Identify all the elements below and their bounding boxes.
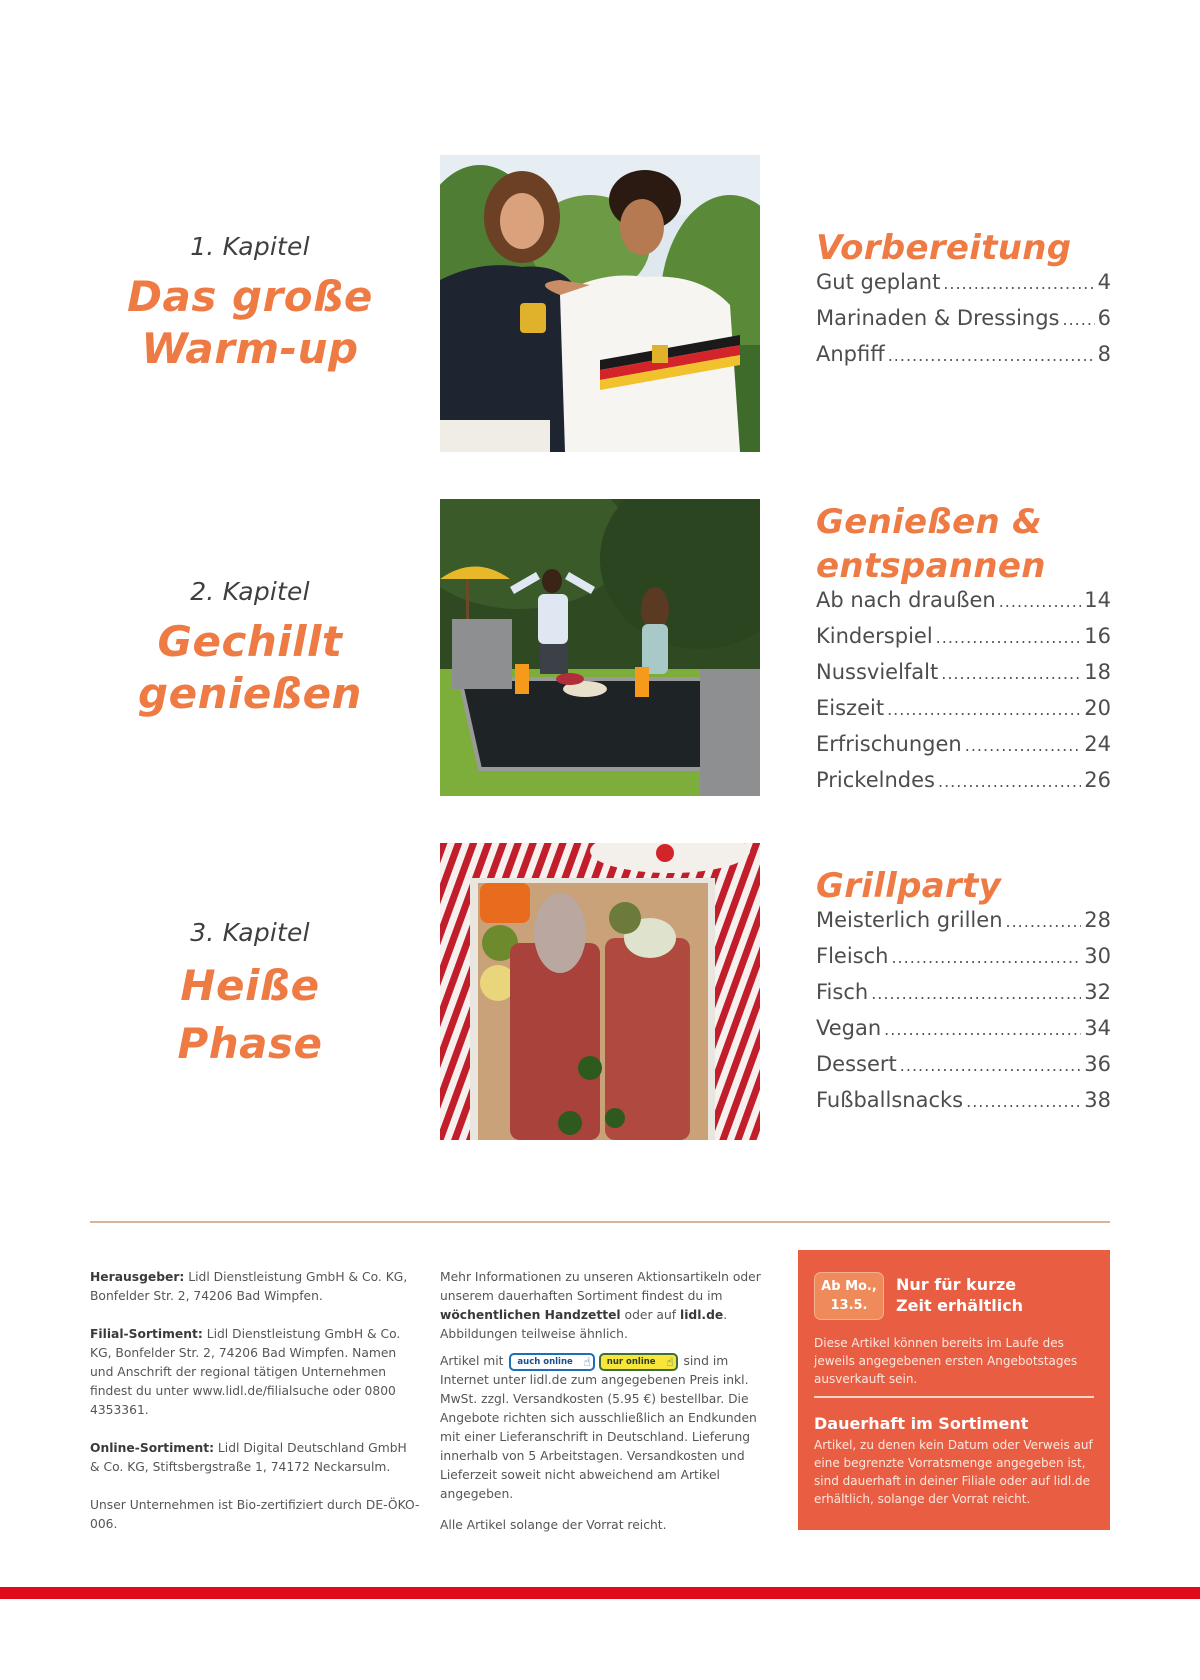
chapter-2-label [100,577,400,720]
leader-dots [871,984,1081,1003]
chapter-3-photo [440,843,760,1140]
toc-entry[interactable] [816,342,1111,378]
pointer-hand-icon: ☝ [583,1354,591,1369]
toc-entry-page: 8 [1097,342,1111,366]
toc-entry[interactable] [816,660,1111,696]
online-label: Online-Sortiment: [90,1441,215,1455]
toc-entry[interactable] [816,944,1111,980]
toc-entry-page: 14 [1084,588,1111,612]
text: Artikel mit [440,1354,508,1368]
chapter-number: 1. Kapitel [190,232,310,261]
text: oder auf [620,1308,680,1322]
toc-entry-title: Vegan [816,1016,882,1040]
toc-entry[interactable] [816,1016,1111,1052]
toc-section-1 [816,226,1111,378]
permanent-assortment-text: Artikel, zu denen kein Datum oder Verweis auf eine begrenzte Vorratsmenge angegeben ist, sind dauerhaft in deiner Filiale oder auf lidl.de erhältlich, solange der Vorrat reicht. [814,1438,1093,1506]
online-assortment-info [90,1439,420,1477]
chapter-title-line: Warm-up [141,324,359,373]
toc-entry-page: 32 [1084,980,1111,1004]
section-heading: Vorbereitung [816,228,1072,268]
toc-entry[interactable] [816,980,1111,1016]
text: . Abbildungen teilweise ähnlich. [440,1308,728,1341]
chapter-title-line: genießen [138,669,362,718]
publisher-info [90,1268,420,1306]
toc-entry-page: 18 [1084,660,1111,684]
chapter-title [100,271,400,375]
leader-dots [999,592,1082,611]
toc-entry[interactable] [816,270,1111,306]
toc-entry[interactable] [816,624,1111,660]
toc-entry-title: Dessert [816,1052,897,1076]
date-badge [814,1272,884,1320]
online-order-text [440,1352,770,1504]
store-text: Lidl Dienstleistung GmbH & Co. KG, Bonfelder Str. 2, 74206 Bad Wimpfen. Namen und Anschrift der regional tätigen Unternehmen findest du unter www.lidl.de/filialsuche oder 0800 4353361. [90,1327,401,1417]
chapter-title [100,957,400,1073]
leader-dots [966,1092,1081,1111]
leader-dots [887,700,1081,719]
chapter-number: 3. Kapitel [190,918,310,947]
leader-dots [941,664,1081,683]
toc-entry-title: Fisch [816,980,869,1004]
toc-entry-title: Nussvielfalt [816,660,939,684]
bottom-brand-line [0,1587,1200,1599]
toc-entry-page: 4 [1097,270,1111,294]
leader-dots [900,1056,1082,1075]
toc-section-2 [816,500,1111,804]
toc-entry-title: Eiszeit [816,696,885,720]
toc-entry-page: 30 [1084,944,1111,968]
toc-entry-title: Ab nach draußen [816,588,996,612]
toc-entry-title: Marinaden & Dressings [816,306,1060,330]
toc-entry-title: Gut geplant [816,270,941,294]
badge-label: nur online [606,1356,656,1367]
limited-time-text: Diese Artikel können bereits im Laufe des jeweils angegebenen ersten Angebotstages ausverkauft sein. [814,1336,1078,1386]
leader-dots [888,346,1095,365]
chapter-title-line: Das große [127,272,373,321]
footer-divider [90,1221,1110,1223]
stock-notice: Alle Artikel solange der Vorrat reicht. [440,1518,667,1532]
leader-dots [1062,310,1094,329]
toc-entry-title: Erfrischungen [816,732,962,756]
toc-entry-page: 26 [1084,768,1111,792]
toc-entry-title: Fußballsnacks [816,1088,964,1112]
chapter-number: 2. Kapitel [190,577,310,606]
bio-certification: Unser Unternehmen ist Bio-zertifiziert durch DE-ÖKO-006. [90,1498,420,1531]
toc-section-3 [816,864,1111,1124]
section-heading-line: entspannen [816,546,1046,586]
toc-entry-title: Meisterlich grillen [816,908,1003,932]
toc-entry-page: 6 [1097,306,1111,330]
leader-dots [891,948,1081,967]
chapter-1-label [100,232,400,375]
section-heading: Grillparty [816,866,1002,906]
chapter-title-line: Gechillt [157,617,343,666]
nur-online-badge [599,1353,678,1371]
toc-entry-page: 28 [1084,908,1111,932]
toc-entry[interactable] [816,768,1111,804]
toc-entry-page: 24 [1084,732,1111,756]
chapter-2-photo [440,499,760,796]
toc-entry-page: 16 [1084,624,1111,648]
toc-entry[interactable] [816,306,1111,342]
info-column [440,1268,770,1543]
availability-info-box [798,1250,1110,1530]
date-badge-line: 13.5. [830,1298,868,1313]
section-heading-line: Genießen & [816,502,1043,542]
chapter-1-photo [440,155,760,452]
store-assortment-info [90,1325,420,1420]
toc-entry-page: 34 [1084,1016,1111,1040]
toc-entry[interactable] [816,908,1111,944]
online-text: Lidl Digital Deutschland GmbH & Co. KG, Stiftsbergstraße 1, 74172 Neckarsulm. [90,1441,407,1474]
pointer-hand-icon: ☝ [666,1354,674,1369]
publisher-label: Herausgeber: [90,1270,185,1284]
box-divider [814,1396,1094,1398]
weekly-flyer-link[interactable]: wöchentlichen Handzettel [440,1308,621,1322]
chapter-3-label [100,918,400,1073]
auch-online-badge [509,1353,594,1371]
toc-entry[interactable] [816,696,1111,732]
toc-entry-title: Anpfiff [816,342,885,366]
more-info-text [440,1268,770,1344]
leader-dots [965,736,1082,755]
permanent-assortment-title: Dauerhaft im Sortiment [814,1414,1029,1433]
leader-dots [884,1020,1081,1039]
toc-entry[interactable] [816,1052,1111,1088]
limited-time-title [896,1274,1023,1316]
date-badge-line: Ab Mo., [821,1279,877,1294]
title-line: Nur für kurze [896,1275,1017,1294]
toc-entry[interactable] [816,1088,1111,1124]
chapter-title-line: Phase [177,1019,323,1068]
toc-entry-title: Fleisch [816,944,889,968]
toc-entry-page: 38 [1084,1088,1111,1112]
imprint-column [90,1268,420,1553]
toc-entry[interactable] [816,732,1111,768]
leader-dots [938,772,1081,791]
store-label: Filial-Sortiment: [90,1327,203,1341]
toc-entry-page: 36 [1084,1052,1111,1076]
text: sind im Internet unter lidl.de zum angegebenen Preis inkl. MwSt. zzgl. Versandkosten (5.95 €) bestellbar. Die Angebote richten sich ausschließlich an Endkunden mit einer Lieferanschrift in Deutschland. Lieferung innerhalb von 5 Arbeitstagen. Versandkosten und Lieferzeit soweit nicht abweichend am Artikel angegeben. [440,1354,757,1501]
toc-entry-title: Prickelndes [816,768,935,792]
leader-dots [943,274,1094,293]
leader-dots [936,628,1082,647]
lidl-de-link[interactable]: lidl.de [679,1308,724,1322]
toc-entry-title: Kinderspiel [816,624,933,648]
section-heading [816,500,1111,588]
toc-entry[interactable] [816,588,1111,624]
title-line: Zeit erhältlich [896,1296,1024,1315]
chapter-title-line: Heiße [180,961,320,1010]
leader-dots [1006,912,1082,931]
toc-entry-page: 20 [1084,696,1111,720]
badge-label: auch online [517,1356,573,1367]
publisher-text: Lidl Dienstleistung GmbH & Co. KG, Bonfelder Str. 2, 74206 Bad Wimpfen. [90,1270,408,1303]
chapter-title [100,616,400,720]
text: Mehr Informationen zu unseren Aktionsartikeln oder unserem dauerhaften Sortiment findest du im [440,1270,761,1303]
